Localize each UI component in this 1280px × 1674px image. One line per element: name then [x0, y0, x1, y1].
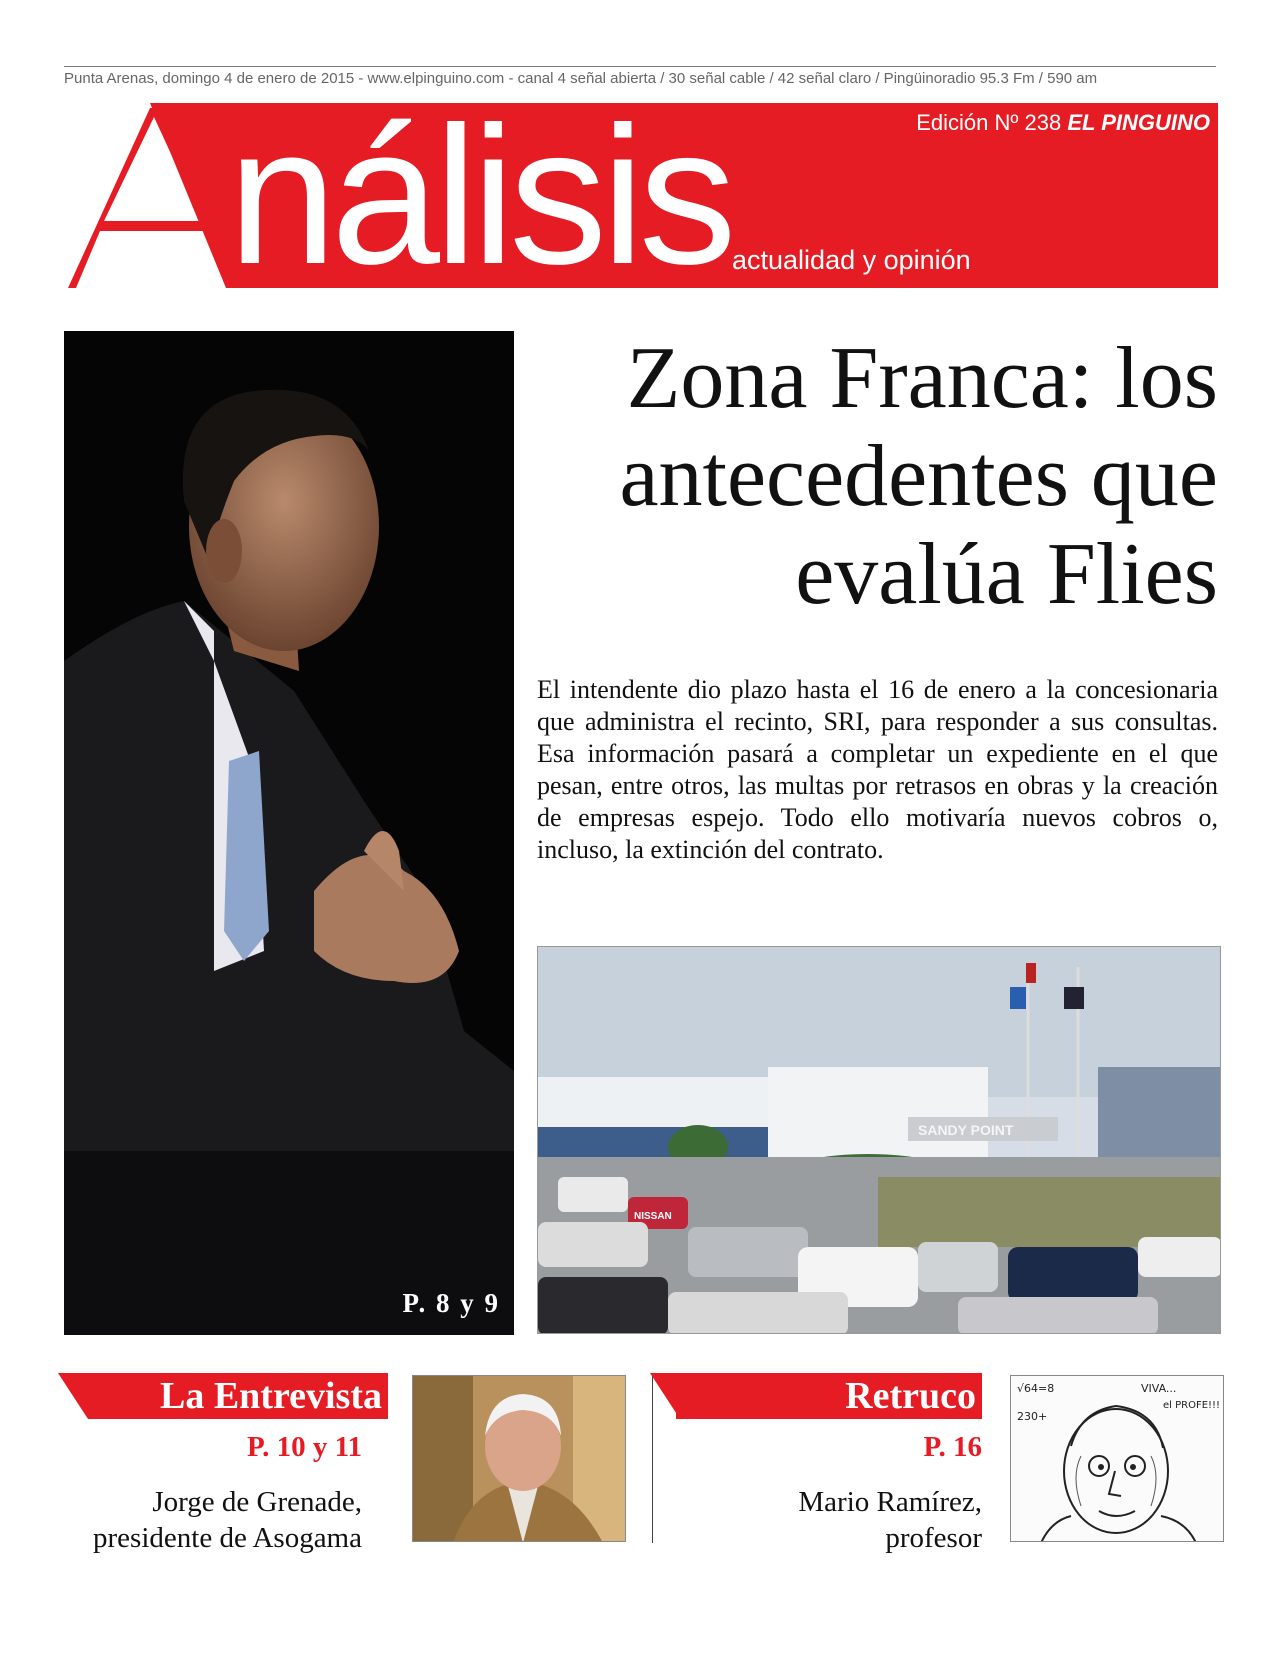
tab-slant-left [58, 1373, 98, 1419]
section-title-entrevista: La Entrevista [159, 1375, 382, 1417]
retruco-line1: Mario Ramírez, [798, 1486, 982, 1518]
masthead-tagline: actualidad y opinión [732, 245, 971, 275]
interviewee-illustration [413, 1376, 626, 1542]
retruco-teaser [702, 1484, 982, 1556]
section-title-retruco: Retruco [845, 1375, 976, 1417]
top-rule [64, 66, 1216, 67]
entrevista-line1: Jorge de Grenade, [152, 1486, 362, 1518]
edition-number: Edición Nº 238 [916, 110, 1062, 135]
lead-photo-page-ref: P. 8 y 9 [402, 1288, 500, 1318]
cartoon-text-viva: VIVA... [1141, 1382, 1177, 1395]
dateline: Punta Arenas, domingo 4 de enero de 2015 - www.elpinguino.com - canal 4 señal abierta / 30 señal cable / 42 señal claro / Pingüinoradio 95.3 Fm / 590 am [64, 70, 1098, 87]
entrevista-photo [412, 1375, 626, 1542]
cartoon-text-sum: 230+ [1017, 1410, 1048, 1423]
retruco-line2: profesor [885, 1522, 982, 1554]
lead-headline: Zona Franca: los antecedentes que evalúa Flies [619, 330, 1218, 623]
masthead-title: nálisis [228, 86, 731, 305]
lead-deck: El intendente dio plazo hasta el 16 de enero a la concesionaria que administra el recinto, SRI, para responder a sus consultas. Esa información pasará a completar un expediente en el que pesan, entre otros, las multas por retrasos en obras y la creación de empresas espejo. Todo ello motivaría nuevos cobros o, incluso, la extinción del contrato. [537, 675, 1218, 864]
edition-label [916, 110, 1210, 136]
section-tab-retruco [676, 1373, 982, 1419]
tab-slant-right [650, 1373, 690, 1419]
brand-name: EL PINGUINO [1067, 110, 1210, 135]
sign-sandy-point: SANDY POINT [918, 1122, 1014, 1138]
entrevista-teaser [42, 1484, 362, 1556]
cartoon-text-profe: el PROFE!!! [1163, 1400, 1221, 1411]
sign-nissan: NISSAN [634, 1211, 672, 1222]
portrait-illustration [64, 331, 514, 1335]
zona-franca-photo [537, 946, 1221, 1334]
entrevista-line2: presidente de Asogama [93, 1522, 362, 1554]
retruco-page-ref: P. 16 [923, 1431, 982, 1463]
section-tab-entrevista [88, 1373, 388, 1419]
caricature-illustration [1011, 1376, 1224, 1542]
lead-photo [64, 331, 514, 1335]
parking-lot-illustration [538, 947, 1221, 1334]
retruco-cartoon [1010, 1375, 1224, 1542]
entrevista-page-ref: P. 10 y 11 [247, 1431, 362, 1463]
cartoon-text-root: √64=8 [1017, 1382, 1055, 1395]
